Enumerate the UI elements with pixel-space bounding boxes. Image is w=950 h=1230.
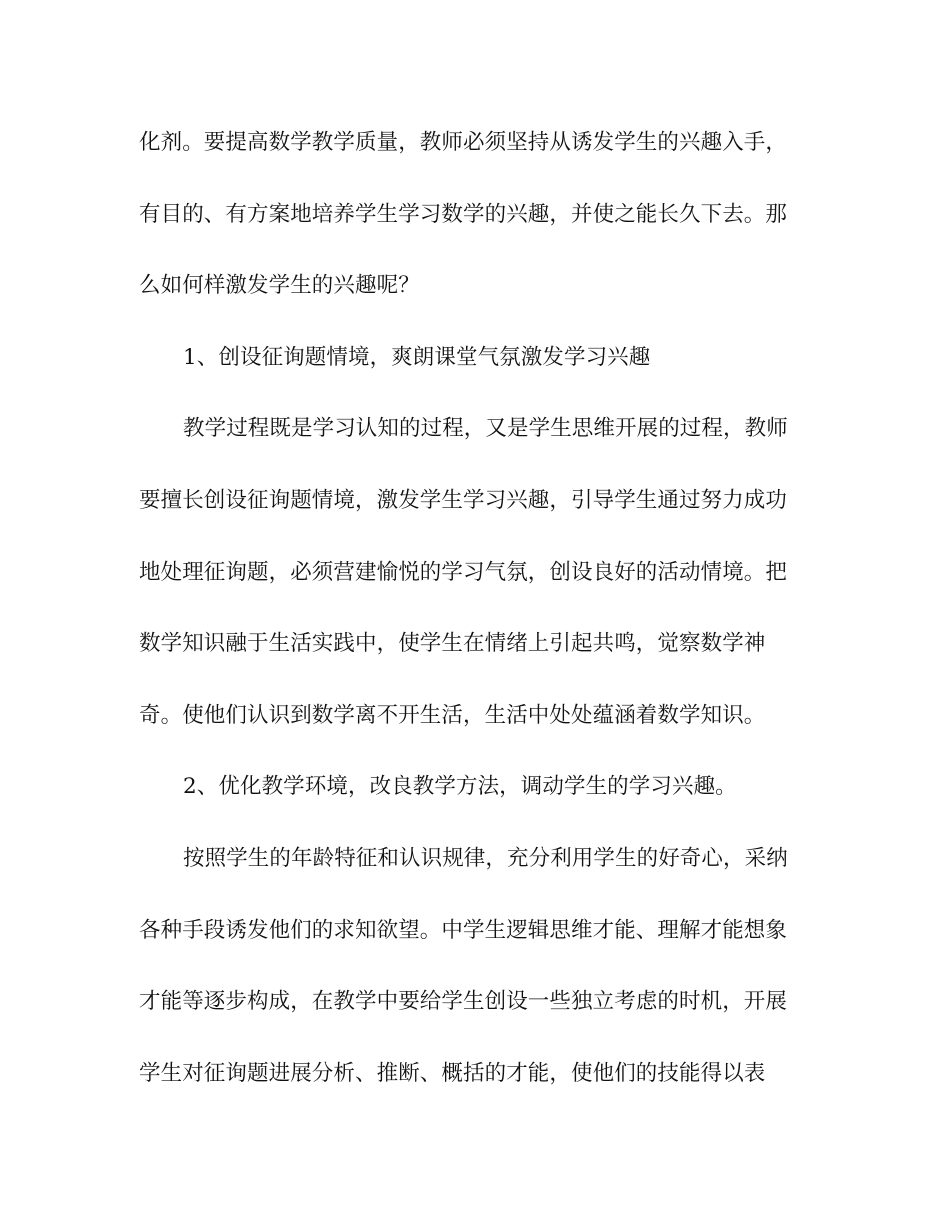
text-line: 才能等逐步构成，在教学中要给学生创设一些独立考虑的时机，开展 (139, 989, 788, 1015)
text-line: 奇。使他们认识到数学离不开生活，生活中处处蕴涵着数学知识。 (139, 702, 766, 728)
text-line: 按照学生的年龄特征和认识规律，充分利用学生的好奇心，采纳 (183, 845, 788, 871)
text-line: 有目的、有方案地培养学生学习数学的兴趣，并使之能长久下去。那 (139, 201, 788, 227)
section-heading: 1、创设征询题情境，爽朗课堂气氛激发学习兴趣 (183, 344, 651, 370)
section-heading: 2、优化教学环境，改良教学方法，调动学生的学习兴趣。 (183, 774, 737, 800)
text-line: 学生对征询题进展分析、推断、概括的才能，使他们的技能得以表 (139, 1060, 766, 1086)
text-line: 数学知识融于生活实践中，使学生在情绪上引起共鸣，觉察数学神 (139, 631, 766, 657)
text-line: 化剂。要提高数学教学质量，教师必须坚持从诱发学生的兴趣入手， (139, 130, 788, 155)
document-body (139, 121, 799, 1123)
text-line: 要擅长创设征询题情境，激发学生学习兴趣，引导学生通过努力成功 (139, 487, 788, 513)
text-line: 教学过程既是学习认知的过程，又是学生思维开展的过程，教师 (183, 416, 788, 442)
text-line: 各种手段诱发他们的求知欲望。中学生逻辑思维才能、理解才能想象 (139, 917, 788, 943)
text-line: 么如何样激发学生的兴趣呢？ (139, 273, 420, 299)
text-line: 地处理征询题，必须营建愉悦的学习气氛，创设良好的活动情境。把 (139, 559, 788, 585)
